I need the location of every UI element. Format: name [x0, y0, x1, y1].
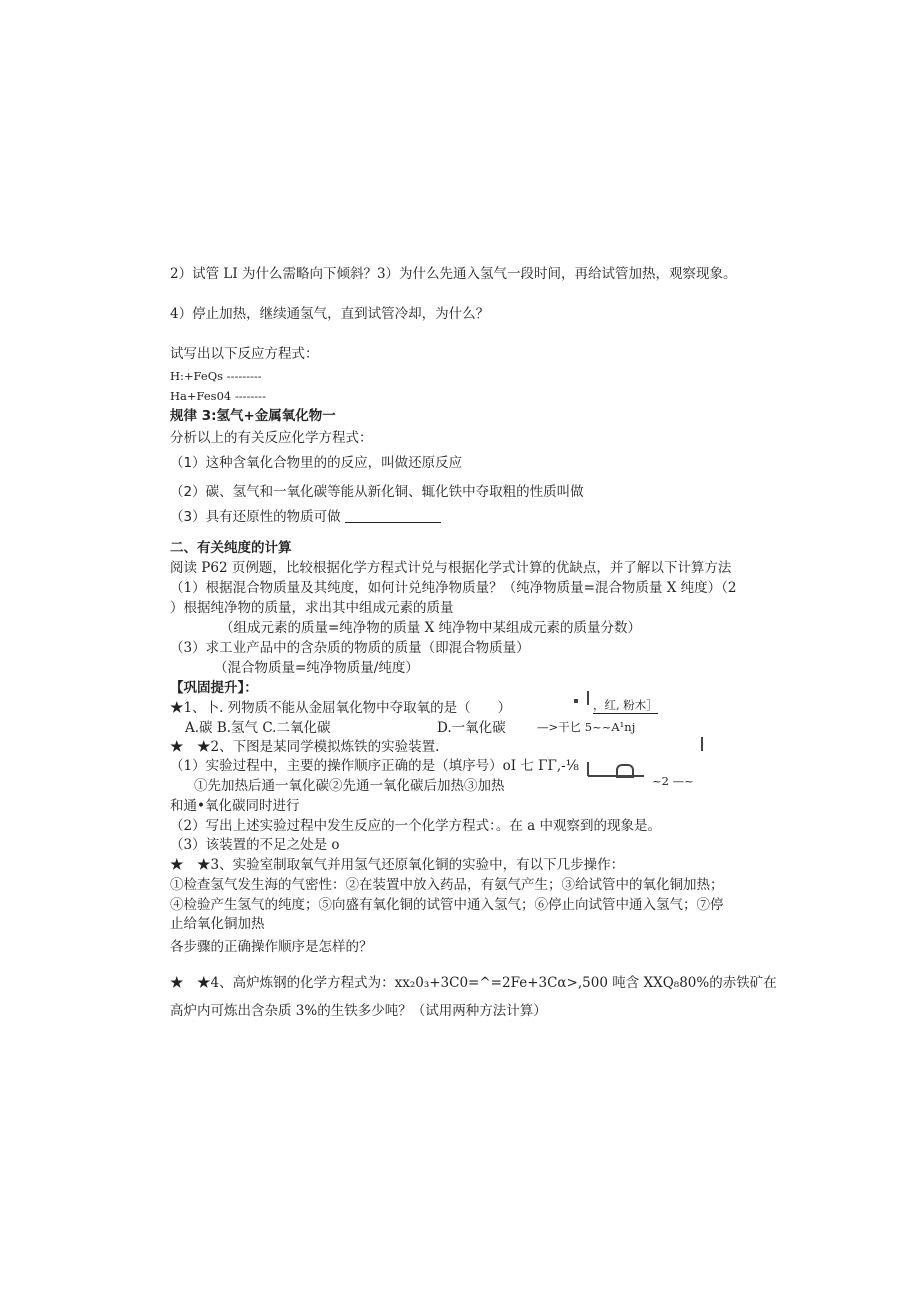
problem-3-steps-1: ①检查氢气发生海的气密性：②在装置中放入药品，有氨气产生；③给试管中的氧化铜加热； — [170, 877, 724, 893]
problem-3-question: 各步骤的正确操作顺序是怎样的？ — [170, 939, 373, 955]
problem-4: ★ ★4、高炉炼钢的化学方程式为：xx₂0₃+3C0=^=2Fe+3Cα>,500 吨含 XXQ₈80%的赤铁矿在 — [170, 975, 777, 991]
problem-2-part-1: （1）实验过程中，主要的操作顺序正确的是（填序号）oI 七 ΓΓ,-⅛ — [170, 758, 579, 774]
problem-1-option-d: D.一氧化碳 — [437, 720, 506, 736]
problem-3-steps-2: ④检验产生氢气的纯度；⑤向盛有氧化铜的试管中通入氢气；⑥停止向试管中通入氢气；⑦停 — [170, 897, 724, 913]
figure-label-top: ，红, 粉木］ — [593, 698, 658, 712]
problem-3: ★ ★3、实验室制取氧气并用氢气还原氧化铜的实验中，有以下几步操作： — [170, 857, 625, 873]
apparatus-base — [588, 775, 644, 777]
analyze-prompt: 分析以上的有关反应化学方程式： — [170, 430, 373, 446]
consolidate-heading: 【巩固提升】： — [170, 680, 258, 696]
equation-1: H:+FeQs --------- — [170, 369, 262, 383]
section-2-heading: 二、有关纯度的计算 — [170, 540, 292, 556]
read-instruction: 阅读 P62 页例题，比较根据化学方程式计兑与根据化学式计算的优缺点，并了解以下计算方法 — [170, 560, 732, 576]
problem-4-question: 高炉内可炼出含杂质 3%的生铁多少吨？（试用两种方法计算） — [170, 1003, 547, 1019]
apparatus-dot — [574, 699, 578, 703]
answer-1: （1）这种含氧化合物里的的反应，叫做还原反应 — [170, 455, 463, 471]
problem-3-steps-3: 止给氧化铜加热 — [170, 916, 265, 932]
problem-2-part-1-options: ①先加热后通一氧化碳②先通一氧化碳后加热③加热 — [194, 778, 505, 794]
calc-method-2-formula: （组成元素的质量=纯净物的质量 X 纯净物中某组成元素的质量分数） — [220, 620, 642, 636]
figure-label-middle: —>干匕 5~~A¹nj — [537, 720, 636, 734]
calc-method-2: ）根据纯净物的质量，求出其中组成元素的质量 — [170, 600, 454, 616]
calc-method-3-formula: （混合物质量=纯净物质量/纯度） — [214, 660, 419, 676]
calc-method-1: （1）根据混合物质量及其纯度，如何计兑纯净物质量？（纯净物质量=混合物质量 X 纯度）（2 — [170, 580, 737, 596]
apparatus-tube — [587, 691, 589, 705]
answer-3-text: （3）具有还原性的物质可做 — [170, 509, 341, 525]
apparatus-right-tube — [701, 737, 703, 751]
rule-3-heading: 规律 3:氢气+金属氧化物一 — [170, 408, 336, 424]
answer-2: （2）碳、氢气和一氧化碳等能从新化铜、辄化铁中夺取粗的性质叫做 — [170, 484, 584, 500]
problem-2-part-2: （2）写出上述实验过程中发生反应的一个化学方程式：。在 a 中观察到的现象是。 — [170, 818, 661, 834]
answer-3 — [170, 509, 441, 525]
figure-label-bottom: ~2 —~ — [652, 774, 694, 788]
equation-2: Ha+Fes04 -------- — [170, 389, 266, 403]
problem-1-options: A.碳 B.氢气 C.二氧化碳 — [185, 720, 331, 736]
answer-3-blank[interactable] — [345, 510, 441, 523]
question-2-3: 2）试管 LI 为什么需略向下倾斜？3）为什么先通入氢气一段时间，再给试管加热，观察现象。 — [170, 266, 737, 282]
apparatus-stand — [587, 762, 589, 776]
calc-method-3: （3）求工业产品中的含杂质的物质的质量（即混合物质量） — [170, 640, 530, 656]
write-equations-prompt: 试写出以下反应方程式： — [170, 346, 319, 362]
problem-2-part-3: （3）该装置的不足之处是 o — [170, 837, 340, 853]
question-4: 4）停止加热，继续通氢气，直到试管冷却，为什么？ — [170, 306, 490, 322]
problem-2-part-1-option-3: 和通•氧化碳同时进行 — [170, 798, 300, 814]
problem-1: ★1、卜. 列物质不能从金屈氧化物中夺取氧的是（ ） — [170, 700, 512, 716]
problem-2: ★ ★2、下图是某同学模拟炼铁的实验装置. — [170, 739, 440, 755]
